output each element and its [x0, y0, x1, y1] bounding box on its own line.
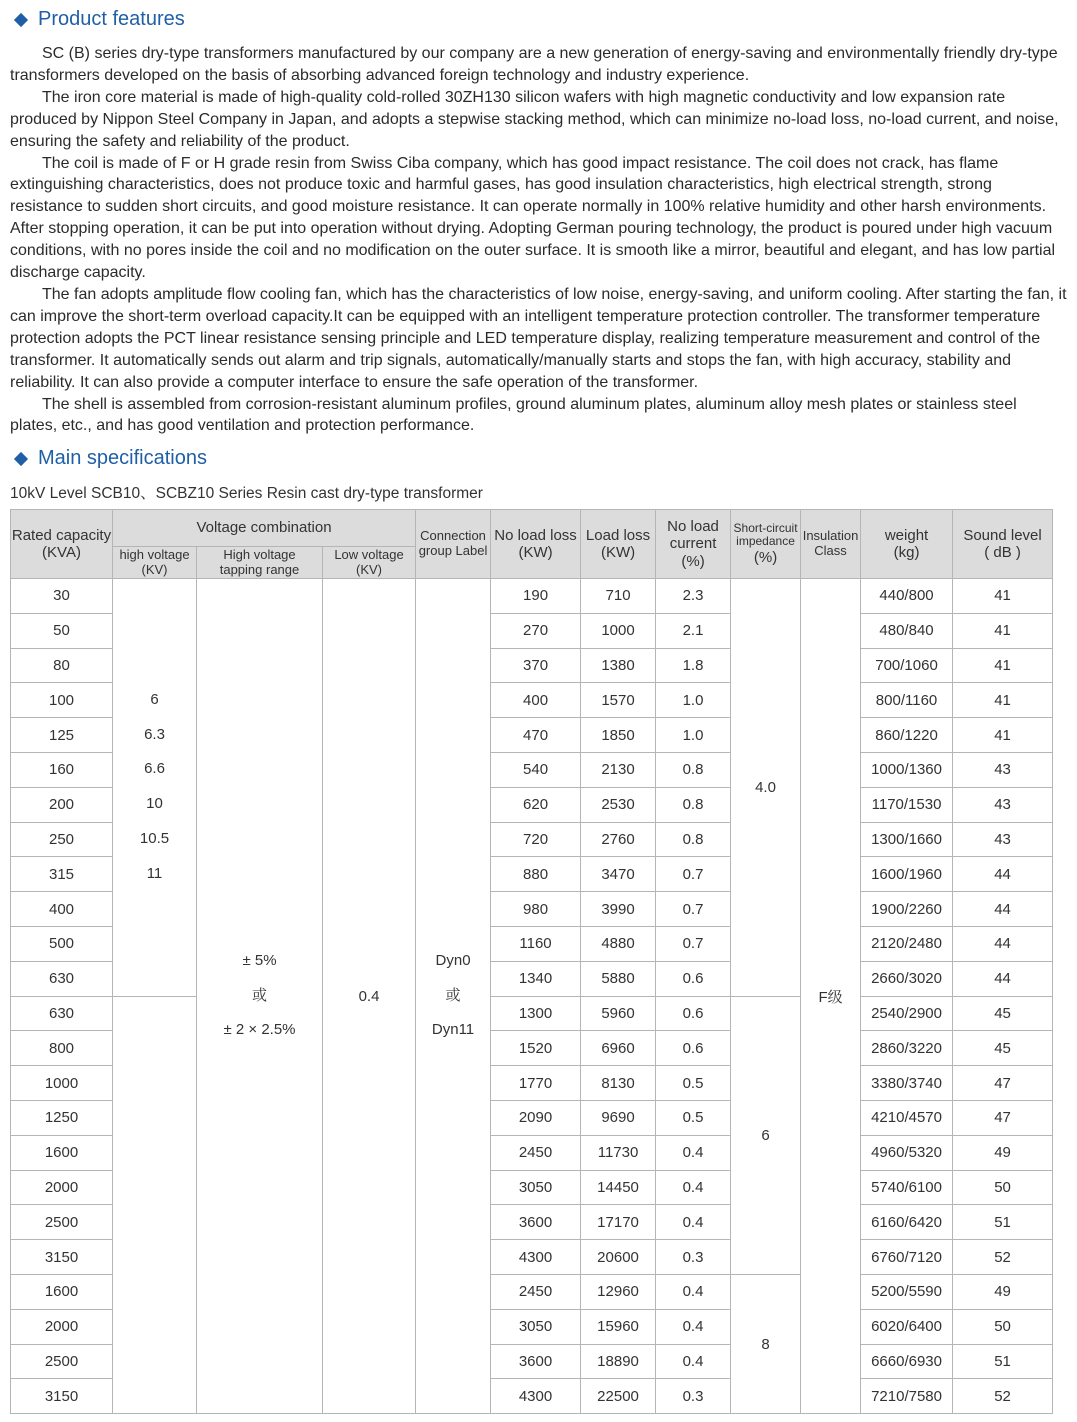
sound-level-cell: 52: [953, 1240, 1053, 1275]
no-load-current-cell: 0.6: [656, 1031, 731, 1066]
table-title: 10kV Level SCB10、SCBZ10 Series Resin cast dry-type transformer: [10, 485, 483, 502]
rated-capacity-cell: 2500: [11, 1344, 113, 1379]
weight-cell: 6660/6930: [861, 1344, 953, 1379]
load-loss-cell: 15960: [581, 1309, 656, 1344]
header-insulation-class: Insulation Class: [801, 510, 861, 579]
no-load-loss-cell: 980: [491, 892, 581, 927]
sound-level-cell: 41: [953, 648, 1053, 683]
weight-cell: 1300/1660: [861, 822, 953, 857]
weight-cell: 2120/2480: [861, 926, 953, 961]
weight-cell: 5740/6100: [861, 1170, 953, 1205]
header-high-voltage: high voltage (KV): [113, 547, 197, 579]
no-load-loss-cell: 2450: [491, 1135, 581, 1170]
no-load-loss-cell: 620: [491, 787, 581, 822]
product-features-heading: [12, 8, 185, 31]
sound-level-cell: 45: [953, 1031, 1053, 1066]
no-load-loss-cell: 2090: [491, 1100, 581, 1135]
no-load-loss-cell: 1770: [491, 1066, 581, 1101]
no-load-current-cell: 2.1: [656, 613, 731, 648]
main-specifications-title: Main specifications: [38, 447, 207, 469]
sound-level-cell: 43: [953, 752, 1053, 787]
no-load-current-cell: 0.6: [656, 996, 731, 1031]
no-load-loss-cell: 720: [491, 822, 581, 857]
load-loss-cell: 2530: [581, 787, 656, 822]
rated-capacity-cell: 630: [11, 961, 113, 996]
weight-cell: 4210/4570: [861, 1100, 953, 1135]
no-load-loss-cell: 2450: [491, 1274, 581, 1309]
load-loss-cell: 1000: [581, 613, 656, 648]
feature-paragraph: The fan adopts amplitude flow cooling fan, which has the characteristics of low noise, energy-saving, and uniform cooling. After starting the fan, it can improve the short-term overload capacity.It can be equipped with an intelligent temperature protection controller. The transformer temperature protection adopts the PCT linear resistance sensing principle and LED temperature display, realizing temperature measurement and control of the transformer. It automatically sends out alarm and trip signals, automatically/manually starts and stops the fan, with high accuracy, stability and reliability. It can also provide a computer interface to ensure the safe operation of the transformer.: [10, 285, 1067, 391]
no-load-loss-cell: 1300: [491, 996, 581, 1031]
load-loss-cell: 1570: [581, 683, 656, 718]
header-tapping-range: High voltage tapping range: [197, 547, 323, 579]
rated-capacity-cell: 2500: [11, 1205, 113, 1240]
header-load-loss: Load loss (KW): [581, 510, 656, 579]
sound-level-cell: 43: [953, 787, 1053, 822]
weight-cell: 440/800: [861, 579, 953, 614]
tapping-range-cell-value: 或: [251, 986, 267, 1004]
no-load-loss-cell: 1160: [491, 926, 581, 961]
no-load-current-cell: 0.3: [656, 1240, 731, 1275]
load-loss-cell: 12960: [581, 1274, 656, 1309]
sound-level-cell: 49: [953, 1135, 1053, 1170]
weight-cell: 2860/3220: [861, 1031, 953, 1066]
weight-cell: 6760/7120: [861, 1240, 953, 1275]
header-no-load-current: No load current (%): [656, 510, 731, 579]
sound-level-cell: 41: [953, 683, 1053, 718]
rated-capacity-cell: 80: [11, 648, 113, 683]
high-voltage-cell: [113, 579, 197, 997]
high-voltage-cell-value: 10.5: [139, 830, 170, 848]
no-load-current-cell: 0.3: [656, 1379, 731, 1414]
rated-capacity-cell: 2000: [11, 1170, 113, 1205]
load-loss-cell: 2760: [581, 822, 656, 857]
load-loss-cell: 5880: [581, 961, 656, 996]
header-low-voltage: Low voltage (KV): [323, 547, 416, 579]
no-load-loss-cell: 470: [491, 718, 581, 753]
no-load-current-cell: 1.0: [656, 718, 731, 753]
specifications-table: [10, 509, 1053, 1414]
weight-cell: 800/1160: [861, 683, 953, 718]
no-load-loss-cell: 370: [491, 648, 581, 683]
load-loss-cell: 5960: [581, 996, 656, 1031]
load-loss-cell: 1850: [581, 718, 656, 753]
load-loss-cell: 6960: [581, 1031, 656, 1066]
header-rated-capacity: Rated capacity (KVA): [11, 510, 113, 579]
header-voltage-combination: Voltage combination: [113, 510, 416, 547]
no-load-current-cell: 0.8: [656, 752, 731, 787]
no-load-current-cell: 0.7: [656, 857, 731, 892]
sound-level-cell: 50: [953, 1309, 1053, 1344]
weight-cell: 6160/6420: [861, 1205, 953, 1240]
weight-cell: 1900/2260: [861, 892, 953, 927]
load-loss-cell: 20600: [581, 1240, 656, 1275]
sound-level-cell: 45: [953, 996, 1053, 1031]
product-features-body: [10, 43, 1068, 437]
no-load-current-cell: 0.4: [656, 1170, 731, 1205]
load-loss-cell: 22500: [581, 1379, 656, 1414]
no-load-current-cell: 0.4: [656, 1274, 731, 1309]
feature-paragraph: The coil is made of F or H grade resin from Swiss Ciba company, which has good impact resistance. The coil does not crack, has flame extinguishing characteristics, does not produce toxic and harmful gases, has good insulation characteristics, high electrical strength, strong resistance to sudden short circuits, and good moisture resistance. It can operate normally in 100% relative humidity and other harsh environments. After stopping operation, it can be put into operation without drying. Adopting German pouring technology, the product is poured under high vacuum conditions, with no pores inside the coil and no modification on the outer surface. It is smooth like a mirror, beautiful and elegant, and has low partial discharge capacity.: [10, 154, 1056, 282]
rated-capacity-cell: 30: [11, 579, 113, 614]
high-voltage-cell-value: 6.6: [144, 760, 165, 778]
weight-cell: 6020/6400: [861, 1309, 953, 1344]
weight-cell: 700/1060: [861, 648, 953, 683]
header-short-circuit-impedance: Short-circuit impedance (%): [731, 510, 801, 579]
connection-group-cell-value: 或: [445, 986, 461, 1004]
weight-cell: 7210/7580: [861, 1379, 953, 1414]
no-load-current-cell: 0.4: [656, 1309, 731, 1344]
weight-cell: 3380/3740: [861, 1066, 953, 1101]
rated-capacity-cell: 800: [11, 1031, 113, 1066]
load-loss-cell: 11730: [581, 1135, 656, 1170]
sound-level-cell: 49: [953, 1274, 1053, 1309]
sound-level-cell: 50: [953, 1170, 1053, 1205]
rated-capacity-cell: 200: [11, 787, 113, 822]
no-load-current-cell: 1.8: [656, 648, 731, 683]
product-features-title: Product features: [38, 8, 185, 30]
rated-capacity-cell: 630: [11, 996, 113, 1031]
no-load-current-cell: 0.4: [656, 1344, 731, 1379]
load-loss-cell: 18890: [581, 1344, 656, 1379]
diamond-bullet-icon: [14, 12, 28, 26]
connection-group-cell: [416, 579, 491, 1414]
no-load-current-cell: 0.8: [656, 822, 731, 857]
load-loss-cell: 2130: [581, 752, 656, 787]
no-load-current-cell: 2.3: [656, 579, 731, 614]
no-load-loss-cell: 540: [491, 752, 581, 787]
sound-level-cell: 44: [953, 857, 1053, 892]
weight-cell: 4960/5320: [861, 1135, 953, 1170]
high-voltage-cell-value: 6: [150, 690, 159, 708]
insulation-class-cell: F级: [801, 579, 861, 1414]
rated-capacity-cell: 1600: [11, 1135, 113, 1170]
low-voltage-cell: 0.4: [323, 579, 416, 1414]
rated-capacity-cell: 315: [11, 857, 113, 892]
no-load-current-cell: 0.7: [656, 892, 731, 927]
impedance-cell: 4.0: [731, 579, 801, 997]
rated-capacity-cell: 2000: [11, 1309, 113, 1344]
high-voltage-cell-value: 10: [146, 795, 163, 813]
weight-cell: 1170/1530: [861, 787, 953, 822]
weight-cell: 2540/2900: [861, 996, 953, 1031]
load-loss-cell: 9690: [581, 1100, 656, 1135]
rated-capacity-cell: 1600: [11, 1274, 113, 1309]
high-voltage-cell-empty: [113, 996, 197, 1414]
sound-level-cell: 52: [953, 1379, 1053, 1414]
sound-level-cell: 51: [953, 1344, 1053, 1379]
load-loss-cell: 17170: [581, 1205, 656, 1240]
weight-cell: 1600/1960: [861, 857, 953, 892]
high-voltage-cell-value: 6.3: [144, 725, 165, 743]
high-voltage-cell-value: 11: [146, 864, 163, 882]
no-load-loss-cell: 1520: [491, 1031, 581, 1066]
no-load-current-cell: 0.4: [656, 1135, 731, 1170]
header-no-load-loss: No load loss (KW): [491, 510, 581, 579]
weight-cell: 1000/1360: [861, 752, 953, 787]
no-load-current-cell: 0.7: [656, 926, 731, 961]
connection-group-cell-value: Dyn0: [435, 951, 471, 969]
tapping-range-cell: [197, 579, 323, 1414]
rated-capacity-cell: 1000: [11, 1066, 113, 1101]
no-load-current-cell: 0.5: [656, 1066, 731, 1101]
no-load-loss-cell: 3050: [491, 1309, 581, 1344]
no-load-current-cell: 0.8: [656, 787, 731, 822]
load-loss-cell: 1380: [581, 648, 656, 683]
rated-capacity-cell: 100: [11, 683, 113, 718]
rated-capacity-cell: 3150: [11, 1379, 113, 1414]
feature-paragraph: SC (B) series dry-type transformers manufactured by our company are a new generation of energy-saving and environmentally friendly dry-type transformers developed on the basis of absorbing advanced foreign technology and industry experience.: [10, 45, 1058, 84]
tapping-range-cell-value: ± 2 × 2.5%: [223, 1021, 296, 1039]
impedance-cell: 8: [731, 1274, 801, 1413]
sound-level-cell: 44: [953, 892, 1053, 927]
sound-level-cell: 44: [953, 926, 1053, 961]
diamond-bullet-icon: [14, 451, 28, 465]
no-load-loss-cell: 880: [491, 857, 581, 892]
sound-level-cell: 44: [953, 961, 1053, 996]
sound-level-cell: 41: [953, 579, 1053, 614]
tapping-range-cell-value: ± 5%: [242, 951, 277, 969]
no-load-loss-cell: 400: [491, 683, 581, 718]
no-load-loss-cell: 4300: [491, 1240, 581, 1275]
no-load-loss-cell: 3050: [491, 1170, 581, 1205]
rated-capacity-cell: 125: [11, 718, 113, 753]
sound-level-cell: 47: [953, 1066, 1053, 1101]
weight-cell: 860/1220: [861, 718, 953, 753]
feature-paragraph: The shell is assembled from corrosion-resistant aluminum profiles, ground aluminum plates, aluminum alloy mesh plates or stainless steel plates, etc., and has good ventilation and protection performance.: [10, 395, 1017, 435]
rated-capacity-cell: 1250: [11, 1100, 113, 1135]
no-load-loss-cell: 190: [491, 579, 581, 614]
sound-level-cell: 41: [953, 718, 1053, 753]
no-load-loss-cell: 270: [491, 613, 581, 648]
feature-paragraph: The iron core material is made of high-quality cold-rolled 30ZH130 silicon wafers with high magnetic conductivity and low expansion rate produced by Nippon Steel Company in Japan, and adopts a stepwise stacking method, which can minimize no-load loss, no-load current, and noise, ensuring the safety and reliability of the product.: [10, 88, 1059, 150]
no-load-current-cell: 0.6: [656, 961, 731, 996]
no-load-current-cell: 1.0: [656, 683, 731, 718]
header-connection-group: Connection group Label: [416, 510, 491, 579]
no-load-loss-cell: 1340: [491, 961, 581, 996]
load-loss-cell: 4880: [581, 926, 656, 961]
load-loss-cell: 3470: [581, 857, 656, 892]
weight-cell: 480/840: [861, 613, 953, 648]
table-row: [11, 579, 1053, 614]
weight-cell: 2660/3020: [861, 961, 953, 996]
main-specifications-heading: [12, 447, 207, 470]
connection-group-cell-value: Dyn11: [431, 1021, 475, 1039]
rated-capacity-cell: 250: [11, 822, 113, 857]
rated-capacity-cell: 50: [11, 613, 113, 648]
no-load-loss-cell: 4300: [491, 1379, 581, 1414]
rated-capacity-cell: 400: [11, 892, 113, 927]
rated-capacity-cell: 500: [11, 926, 113, 961]
rated-capacity-cell: 3150: [11, 1240, 113, 1275]
load-loss-cell: 710: [581, 579, 656, 614]
no-load-current-cell: 0.5: [656, 1100, 731, 1135]
no-load-current-cell: 0.4: [656, 1205, 731, 1240]
header-weight: weight (kg): [861, 510, 953, 579]
load-loss-cell: 8130: [581, 1066, 656, 1101]
sound-level-cell: 51: [953, 1205, 1053, 1240]
sound-level-cell: 41: [953, 613, 1053, 648]
load-loss-cell: 3990: [581, 892, 656, 927]
table-row: [11, 996, 1053, 1031]
load-loss-cell: 14450: [581, 1170, 656, 1205]
impedance-cell: 6: [731, 996, 801, 1274]
no-load-loss-cell: 3600: [491, 1344, 581, 1379]
header-sound-level: Sound level ( dB ): [953, 510, 1053, 579]
weight-cell: 5200/5590: [861, 1274, 953, 1309]
sound-level-cell: 47: [953, 1100, 1053, 1135]
rated-capacity-cell: 160: [11, 752, 113, 787]
sound-level-cell: 43: [953, 822, 1053, 857]
specifications-table-body: [11, 579, 1053, 1414]
no-load-loss-cell: 3600: [491, 1205, 581, 1240]
